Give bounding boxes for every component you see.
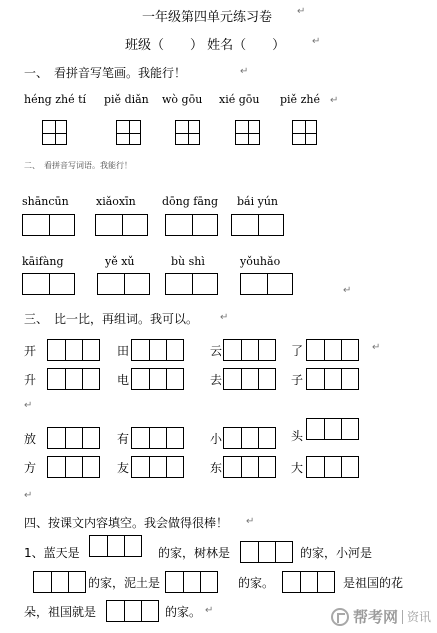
answer-box[interactable] bbox=[165, 273, 218, 295]
answer-box[interactable] bbox=[306, 339, 359, 361]
paragraph-mark: ↵ bbox=[372, 342, 381, 353]
section1-pinyin-4: xié gōu bbox=[219, 93, 260, 106]
compare-char: 友 bbox=[117, 461, 130, 475]
watermark-divider bbox=[402, 610, 403, 624]
fill-text: 是祖国的花 bbox=[343, 576, 404, 590]
section1-pinyin-3: wò gōu bbox=[162, 93, 203, 106]
fill-text: 的家，树林是 bbox=[158, 546, 231, 560]
fill-text: 1、蓝天是 bbox=[24, 546, 80, 560]
answer-box[interactable] bbox=[223, 456, 276, 478]
section2-pinyin: kāifàng bbox=[22, 255, 64, 268]
answer-box[interactable] bbox=[306, 418, 359, 440]
watermark bbox=[331, 606, 431, 627]
section2-pinyin: yě xǔ bbox=[105, 255, 135, 268]
answer-box[interactable] bbox=[116, 120, 141, 145]
compare-char: 升 bbox=[24, 373, 37, 387]
answer-box[interactable] bbox=[33, 571, 86, 593]
answer-box[interactable] bbox=[106, 600, 159, 622]
fill-text: 的家。 bbox=[165, 605, 202, 619]
answer-box[interactable] bbox=[235, 120, 260, 145]
section4-heading: 四、按课文内容填空。我会做得很棒！ bbox=[24, 516, 229, 530]
paragraph-mark: ↵ bbox=[343, 285, 352, 296]
compare-char: 大 bbox=[291, 461, 304, 475]
compare-char: 云 bbox=[210, 344, 223, 358]
answer-box[interactable] bbox=[131, 368, 184, 390]
answer-box[interactable] bbox=[22, 273, 75, 295]
section3-heading: 三、 比一比，再组词。我可以。 bbox=[24, 312, 199, 326]
compare-char: 了 bbox=[291, 344, 304, 358]
answer-box[interactable] bbox=[89, 535, 142, 557]
answer-box[interactable] bbox=[131, 456, 184, 478]
answer-box[interactable] bbox=[47, 368, 100, 390]
paragraph-mark: ↵ bbox=[330, 95, 339, 106]
compare-char: 头 bbox=[291, 429, 304, 443]
compare-char: 方 bbox=[24, 461, 37, 475]
fill-text: 的家，泥土是 bbox=[88, 576, 161, 590]
section2-pinyin: dōng fāng bbox=[162, 195, 219, 208]
section2-pinyin: bái yún bbox=[237, 195, 278, 208]
answer-box[interactable] bbox=[97, 273, 150, 295]
section2-pinyin: bù shì bbox=[171, 255, 205, 268]
answer-box[interactable] bbox=[175, 120, 200, 145]
section1-pinyin-2: piě diǎn bbox=[104, 93, 149, 106]
answer-box[interactable] bbox=[47, 339, 100, 361]
section1-heading: 一、 看拼音写笔画。我能行！ bbox=[24, 66, 187, 80]
compare-char: 电 bbox=[117, 373, 130, 387]
paragraph-mark: ↵ bbox=[24, 490, 33, 501]
answer-box[interactable] bbox=[22, 214, 75, 236]
fill-text: 的家，小河是 bbox=[300, 546, 373, 560]
paragraph-mark: ↵ bbox=[312, 36, 321, 47]
section1-pinyin-5: piě zhé bbox=[280, 93, 320, 106]
answer-box[interactable] bbox=[223, 368, 276, 390]
answer-box[interactable] bbox=[231, 214, 284, 236]
page-title: 一年级第四单元练习卷 bbox=[142, 10, 273, 25]
answer-box[interactable] bbox=[165, 571, 218, 593]
answer-box[interactable] bbox=[95, 214, 148, 236]
answer-box[interactable] bbox=[223, 339, 276, 361]
answer-box[interactable] bbox=[131, 427, 184, 449]
answer-box[interactable] bbox=[131, 339, 184, 361]
answer-box[interactable] bbox=[282, 571, 335, 593]
answer-box[interactable] bbox=[306, 368, 359, 390]
section2-pinyin: xiǎoxīn bbox=[96, 195, 136, 208]
section1-pinyin-1: héng zhé tí bbox=[24, 93, 87, 106]
answer-box[interactable] bbox=[240, 541, 293, 563]
compare-char: 开 bbox=[24, 344, 37, 358]
paragraph-mark: ↵ bbox=[24, 400, 33, 411]
watermark-name: 帮考网 bbox=[352, 608, 398, 626]
compare-char: 有 bbox=[117, 432, 130, 446]
compare-char: 田 bbox=[117, 344, 130, 358]
compare-char: 小 bbox=[210, 432, 223, 446]
compare-char: 去 bbox=[210, 373, 223, 387]
section2-pinyin: yǒuhǎo bbox=[240, 255, 281, 268]
compare-char: 放 bbox=[24, 432, 37, 446]
paragraph-mark: ↵ bbox=[205, 605, 214, 616]
answer-box[interactable] bbox=[47, 456, 100, 478]
answer-box[interactable] bbox=[292, 120, 317, 145]
paragraph-mark: ↵ bbox=[240, 66, 249, 77]
section2-heading: 二、 看拼音写词语。我能行！ bbox=[24, 161, 132, 170]
answer-box[interactable] bbox=[42, 120, 67, 145]
answer-box[interactable] bbox=[47, 427, 100, 449]
answer-box[interactable] bbox=[240, 273, 293, 295]
class-name-line: 班级（ ） 姓名（ ） bbox=[125, 38, 286, 53]
fill-text: 的家。 bbox=[238, 576, 275, 590]
answer-box[interactable] bbox=[165, 214, 218, 236]
answer-box[interactable] bbox=[306, 456, 359, 478]
bangkao-logo-icon bbox=[331, 608, 349, 626]
compare-char: 东 bbox=[210, 461, 223, 475]
paragraph-mark: ↵ bbox=[246, 516, 255, 527]
paragraph-mark: ↵ bbox=[220, 312, 229, 323]
compare-char: 子 bbox=[291, 373, 304, 387]
paragraph-mark: ↵ bbox=[297, 6, 306, 17]
fill-text: 朵，祖国就是 bbox=[24, 605, 97, 619]
answer-box[interactable] bbox=[223, 427, 276, 449]
section2-pinyin: shāncūn bbox=[22, 195, 69, 208]
watermark-tag: 资讯 bbox=[406, 610, 431, 624]
